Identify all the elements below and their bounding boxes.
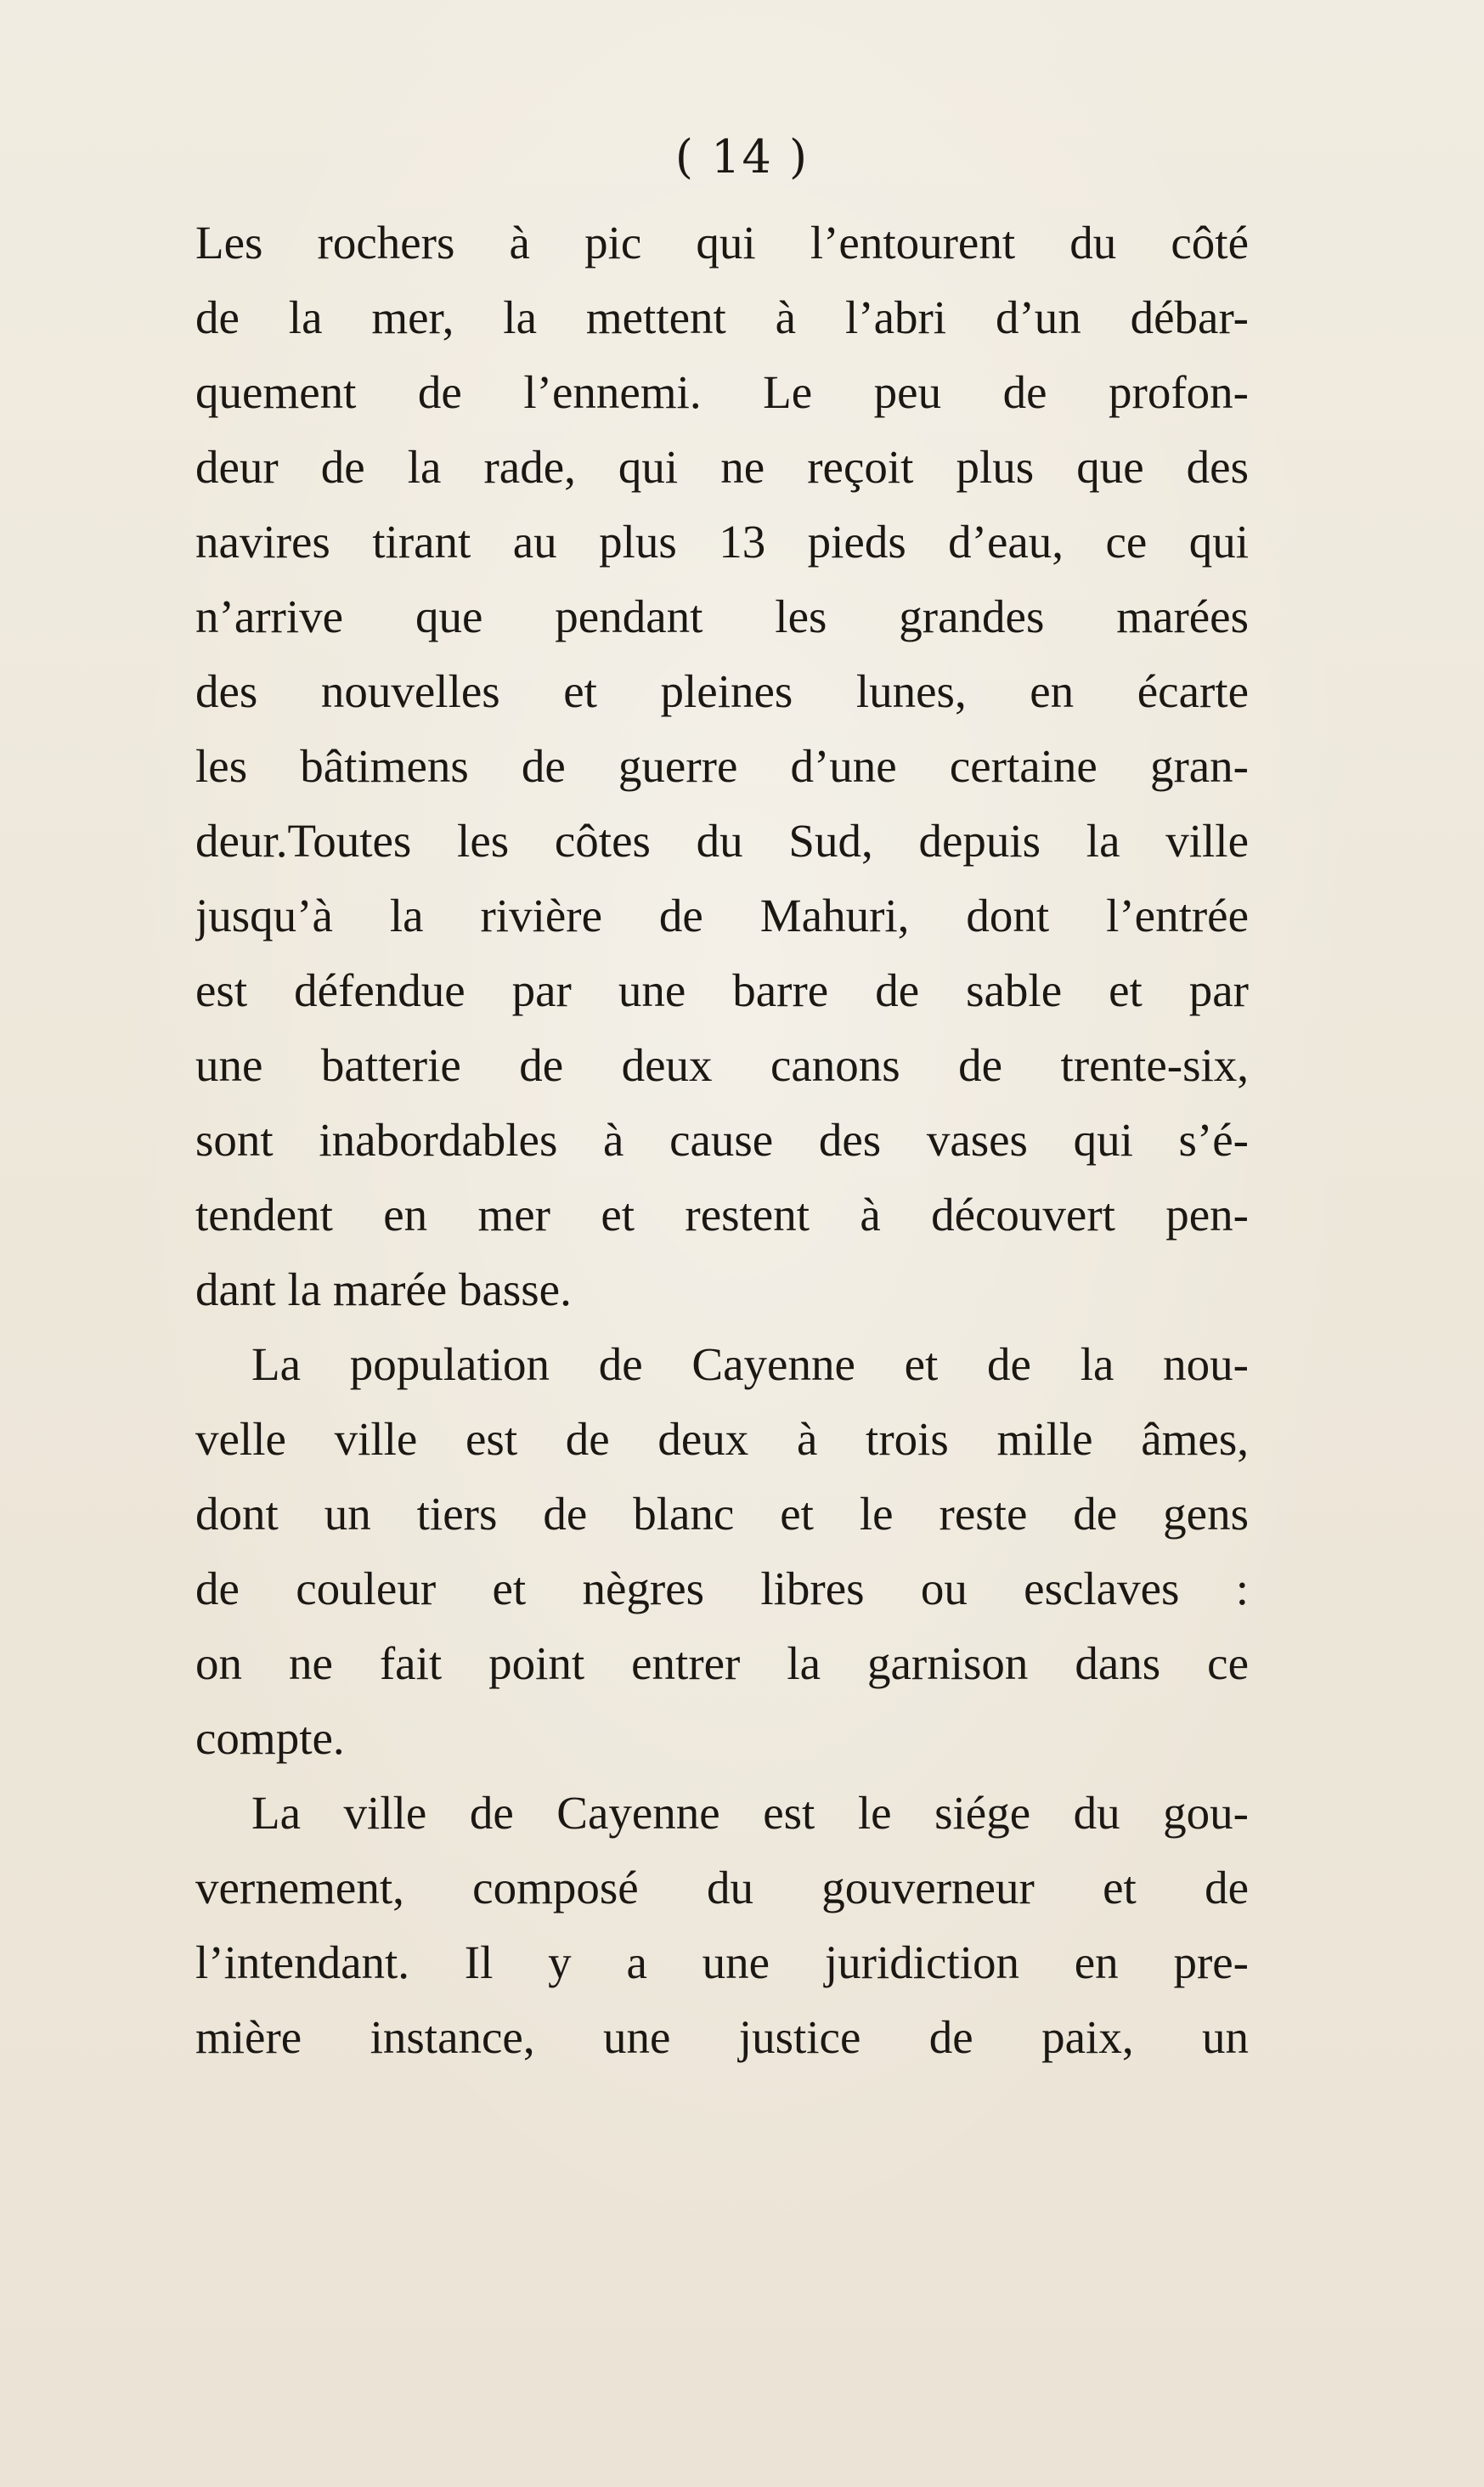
text-line: n’arrive que pendant les grandes marées [195, 591, 1249, 642]
paragraph-2 [195, 1327, 1249, 1776]
text-line: deur de la rade, qui ne reçoit plus que des [195, 441, 1249, 493]
page-number: ( 14 ) [674, 130, 810, 184]
paragraph-3 [195, 1776, 1249, 2075]
text-line: compte. [195, 1712, 345, 1764]
text-line: deur.Toutes les côtes du Sud, depuis la ville [195, 815, 1249, 867]
text-line: navires tirant au plus 13 pieds d’eau, ce qui [195, 516, 1249, 568]
text-line: dont un tiers de blanc et le reste de gens [195, 1488, 1249, 1540]
text-line: l’intendant. Il y a une juridiction en pre- [195, 1936, 1249, 1988]
text-line: de la mer, la mettent à l’abri d’un débar- [195, 291, 1249, 343]
body-text [195, 206, 1249, 2075]
text-line: quement de l’ennemi. Le peu de profon- [195, 366, 1249, 418]
text-line: on ne fait point entrer la garnison dans ce [195, 1637, 1249, 1689]
text-line: La population de Cayenne et de la nou- [251, 1338, 1249, 1390]
text-line: est défendue par une barre de sable et par [195, 964, 1249, 1016]
paragraph-1 [195, 206, 1249, 1327]
text-line: vernement, composé du gouverneur et de [195, 1862, 1249, 1913]
text-line: tendent en mer et restent à découvert pen- [195, 1189, 1249, 1241]
text-line: les bâtimens de guerre d’une certaine gran- [195, 740, 1249, 792]
text-line: dant la marée basse. [195, 1263, 572, 1315]
text-line: sont inabordables à cause des vases qui s’é- [195, 1114, 1249, 1166]
text-line: Les rochers à pic qui l’entourent du côté [195, 217, 1249, 268]
text-line: velle ville est de deux à trois mille âmes, [195, 1413, 1249, 1465]
text-line: une batterie de deux canons de trente-six, [195, 1039, 1249, 1091]
text-line: jusqu’à la rivière de Mahuri, dont l’entrée [195, 890, 1249, 941]
text-line: de couleur et nègres libres ou esclaves : [195, 1563, 1249, 1614]
text-line: des nouvelles et pleines lunes, en écarte [195, 665, 1249, 717]
text-line: mière instance, une justice de paix, un [195, 2011, 1249, 2063]
text-line: La ville de Cayenne est le siége du gou- [251, 1787, 1249, 1839]
